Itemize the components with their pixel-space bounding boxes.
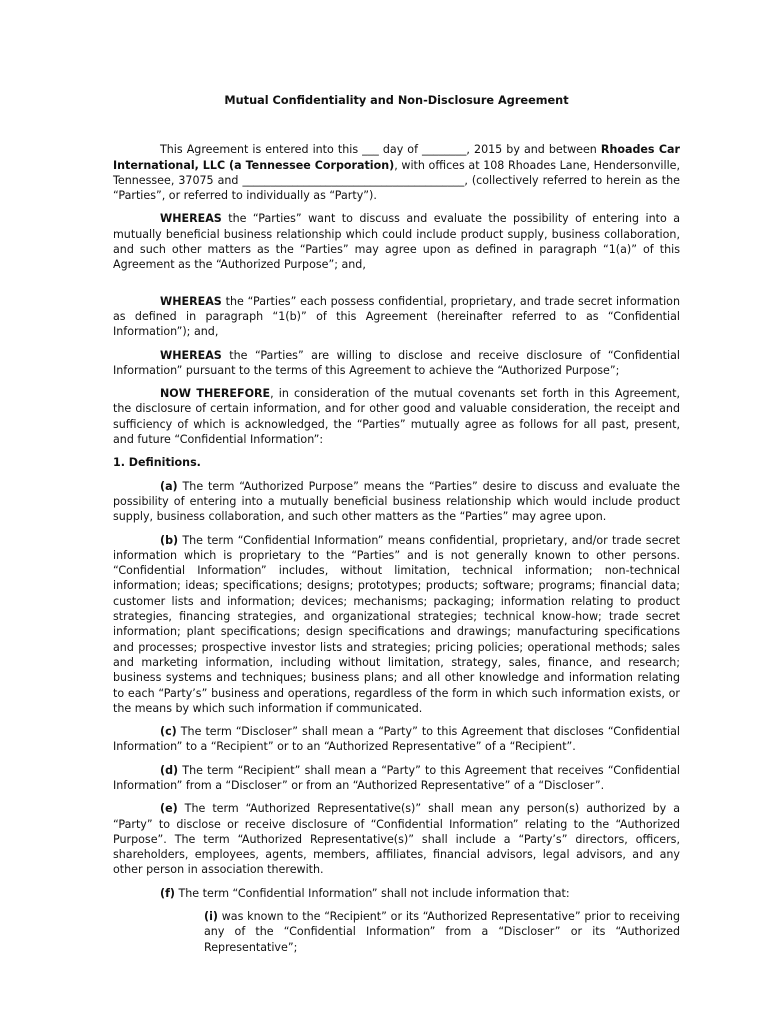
whereas-text-1: the “Parties” want to discuss and evaluate the possibility of entering into a mutually beneficial business relationship which could include product supply, business collaboration, and such other matters as the “Parties” may agree upon as defined in paragraph “1(a)” of this Agreement as the “Authorized Purpose”; and, [113, 212, 680, 272]
definition-b [113, 533, 680, 717]
definition-f-text: The term “Confidential Information” shall not include information that: [174, 886, 570, 900]
definition-f-lead: (f) [160, 886, 175, 900]
definition-d-text: The term “Recipient” shall mean a “Party” to this Agreement that receives “Confidential Information” from a “Discloser” or from an “Authorized Representative” of a “Discloser”. [113, 763, 680, 792]
whereas-lead-2: WHEREAS [160, 294, 222, 308]
now-therefore-lead: NOW THEREFORE [160, 387, 271, 401]
definition-e-text: The term “Authorized Representative(s)” shall mean any person(s) authorized by a “Party” to disclose or receive disclosure of “Confidential Information” relating to the “Authorized Purpose”. The term “Authorized Representative(s)” shall include a “Party’s” directors, officers, shareholders, employees, agents, members, affiliates, financial advisors, legal advisors, and any other person in association therewith. [113, 802, 680, 877]
definition-f-i [204, 909, 680, 955]
definition-d-lead: (d) [160, 763, 179, 777]
party-name: Rhoades Car International, LLC (a Tennessee Corporation) [113, 143, 681, 172]
whereas-paragraph-2 [113, 294, 680, 340]
now-therefore-paragraph [113, 386, 680, 447]
whereas-text-3: the “Parties” are willing to disclose and receive disclosure of “Confidential Information” pursuant to the terms of this Agreement to achieve the “Authorized Purpose”; [113, 348, 680, 377]
whereas-paragraph-1 [113, 211, 680, 272]
whereas-lead-3: WHEREAS [160, 348, 222, 362]
definition-e-lead: (e) [160, 802, 178, 816]
definition-d [113, 763, 680, 794]
definition-b-lead: (b) [160, 533, 179, 547]
intro-paragraph [113, 142, 680, 203]
whereas-paragraph-3 [113, 348, 680, 379]
whereas-text-2: the “Parties” each possess confidential, proprietary, and trade secret information as defined in paragraph “1(b)” of this Agreement (hereinafter referred to as “Confidential Information”); and, [113, 294, 680, 339]
section-1-heading: 1. Definitions. [113, 456, 201, 470]
document-title: Mutual Confidentiality and Non-Disclosure Agreement [224, 94, 569, 107]
definition-c-text: The term “Discloser” shall mean a “Party” to this Agreement that discloses “Confidential Information” to a “Recipient” or to an “Authorized Representative” of a “Recipient”. [113, 725, 680, 754]
now-therefore-text: , in consideration of the mutual covenants set forth in this Agreement, the disclosure of certain information, and for other good and valuable consideration, the receipt and sufficiency of which is acknowledged, the “Parties” mutually agree as follows for all past, present, and future “Confidential Information”: [113, 387, 680, 447]
definition-f-i-lead: (i) [204, 910, 218, 924]
whereas-lead-1: WHEREAS [160, 212, 222, 226]
definition-b-text: The term “Confidential Information” means confidential, proprietary, and/or trade secret information which is proprietary to the “Parties” and is not generally known to other persons. “Confidential Information” includes, without limitation, technical information; non-technical information; ideas; specifications; designs; prototypes; products; software; programs; financial data; customer lists and information; devices; mechanisms; packaging; information relating to product strategies, financing strategies, and organizational strategies; technical know-how; trade secret information; plant specifications; design specifications and drawings; manufacturing specifications and processes; prospective investor lists and strategies; pricing policies; operational methods; sales and marketing information, including without limitation, strategy, sales, finance, and research; business systems and techniques; business plans; and all other knowledge and information relating to each “Party’s” business and operations, regardless of the form in which such information exists, or the means by which such information if communicated. [113, 533, 680, 715]
definition-c [113, 724, 680, 755]
definition-a-text: The term “Authorized Purpose” means the “Parties” desire to discuss and evaluate the possibility of entering into a mutually beneficial business relationship which would include product supply, business collaboration, and such other matters as the “Parties” may agree upon. [113, 479, 680, 524]
definition-f-i-text: was known to the “Recipient” or its “Authorized Representative” prior to receiving any of the “Confidential Information” from a “Discloser” or its “Authorized Representative”; [204, 910, 680, 954]
definition-c-lead: (c) [160, 725, 177, 739]
definition-a-lead: (a) [160, 479, 178, 493]
definition-a [113, 479, 680, 525]
definition-e [113, 801, 680, 877]
definition-f [113, 886, 680, 901]
intro-text-b: , with offices at 108 Rhoades Lane, Hendersonville, Tennessee, 37075 and ________________________________________, (collectively referred to herein as the “Parties”, or referred to individually as “Party”). [113, 158, 681, 203]
intro-text-a: This Agreement is entered into this ___ day of ________, 2015 by and between [160, 143, 601, 157]
